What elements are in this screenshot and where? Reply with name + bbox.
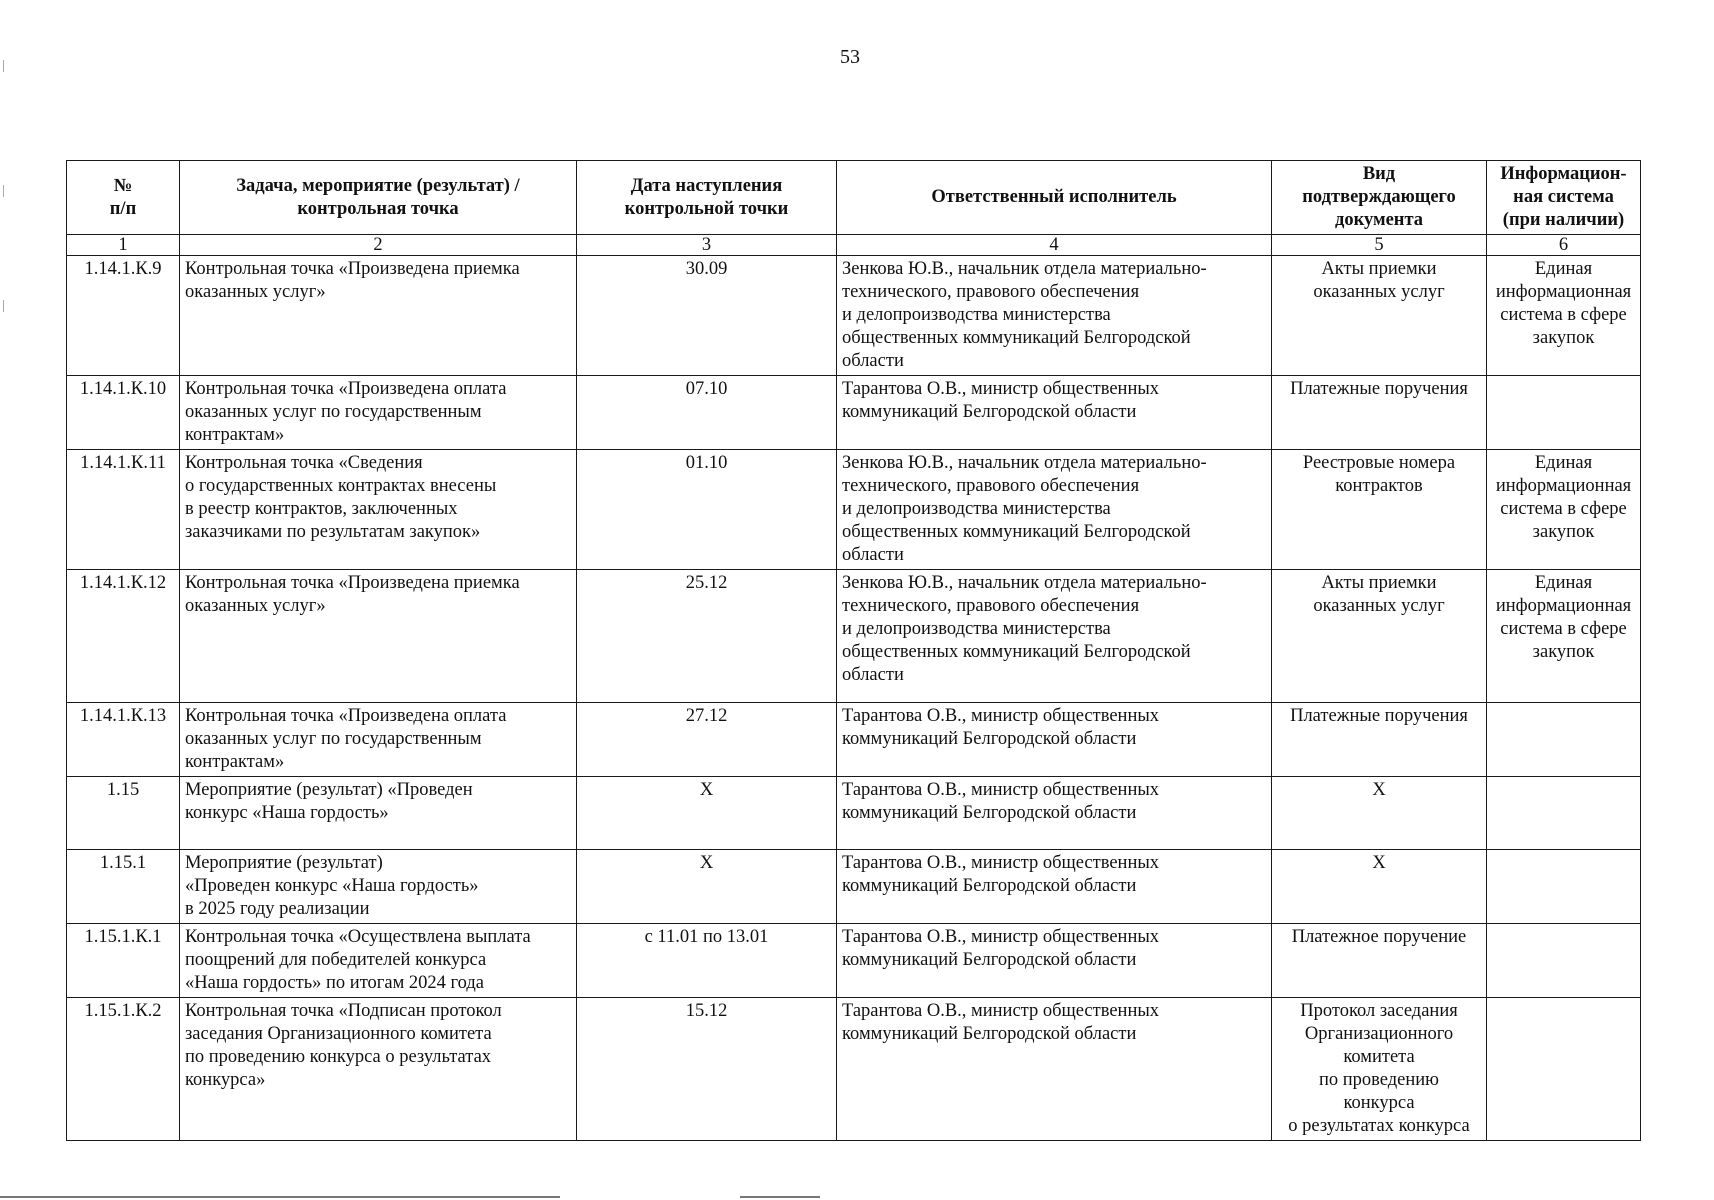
- header-responsible: Ответственный исполнитель: [837, 161, 1272, 235]
- row-responsible: Тарантова О.В., министр общественных коммуникаций Белгородской области: [837, 703, 1272, 777]
- row-document: Платежные поручения: [1272, 376, 1487, 450]
- row-system: [1487, 998, 1641, 1141]
- column-number-6: 6: [1487, 235, 1641, 256]
- row-date: Х: [577, 850, 837, 924]
- row-number: 1.15.1.К.1: [67, 924, 180, 998]
- row-date: с 11.01 по 13.01: [577, 924, 837, 998]
- table-row: [67, 376, 1641, 450]
- column-number-2: 2: [180, 235, 577, 256]
- row-responsible: Зенкова Ю.В., начальник отдела материально- технического, правового обеспечения и делопроизводства министерства общественных коммуникаций Белгородской области: [837, 450, 1272, 570]
- table-row: [67, 450, 1641, 570]
- row-number: 1.15.1.К.2: [67, 998, 180, 1141]
- row-task: Контрольная точка «Произведена приемка оказанных услуг»: [180, 256, 577, 376]
- page-number: 53: [840, 46, 860, 68]
- row-system: [1487, 376, 1641, 450]
- row-number: 1.14.1.К.10: [67, 376, 180, 450]
- row-document: Х: [1272, 777, 1487, 850]
- row-system: Единая информационная система в сфере закупок: [1487, 570, 1641, 703]
- column-number-3: 3: [577, 235, 837, 256]
- row-document: Платежные поручения: [1272, 703, 1487, 777]
- header-document: Вид подтверждающего документа: [1272, 161, 1487, 235]
- row-document: Реестровые номера контрактов: [1272, 450, 1487, 570]
- header-date: Дата наступления контрольной точки: [577, 161, 837, 235]
- table-row: [67, 256, 1641, 376]
- scan-mark: [3, 185, 4, 197]
- row-date: 27.12: [577, 703, 837, 777]
- row-system: [1487, 850, 1641, 924]
- scan-edge-line: [0, 1196, 560, 1198]
- row-number: 1.15: [67, 777, 180, 850]
- column-number-1: 1: [67, 235, 180, 256]
- row-number: 1.14.1.К.12: [67, 570, 180, 703]
- table-row: [67, 998, 1641, 1141]
- row-date: 30.09: [577, 256, 837, 376]
- row-date: Х: [577, 777, 837, 850]
- row-responsible: Тарантова О.В., министр общественных коммуникаций Белгородской области: [837, 924, 1272, 998]
- row-number: 1.14.1.К.11: [67, 450, 180, 570]
- row-date: 25.12: [577, 570, 837, 703]
- row-task: Контрольная точка «Произведена оплата оказанных услуг по государственным контрактам»: [180, 376, 577, 450]
- row-system: Единая информационная система в сфере закупок: [1487, 256, 1641, 376]
- row-system: [1487, 703, 1641, 777]
- row-date: 07.10: [577, 376, 837, 450]
- row-responsible: Зенкова Ю.В., начальник отдела материально- технического, правового обеспечения и делопроизводства министерства общественных коммуникаций Белгородской области: [837, 570, 1272, 703]
- row-responsible: Тарантова О.В., министр общественных коммуникаций Белгородской области: [837, 777, 1272, 850]
- row-responsible: Тарантова О.В., министр общественных коммуникаций Белгородской области: [837, 376, 1272, 450]
- row-system: [1487, 924, 1641, 998]
- row-responsible: Зенкова Ю.В., начальник отдела материально- технического, правового обеспечения и делопроизводства министерства общественных коммуникаций Белгородской области: [837, 256, 1272, 376]
- row-document: Х: [1272, 850, 1487, 924]
- table-row: [67, 570, 1641, 703]
- row-document: Платежное поручение: [1272, 924, 1487, 998]
- row-system: Единая информационная система в сфере закупок: [1487, 450, 1641, 570]
- header-task: Задача, мероприятие (результат) / контрольная точка: [180, 161, 577, 235]
- scan-edge-line: [740, 1196, 820, 1198]
- row-document: Акты приемки оказанных услуг: [1272, 570, 1487, 703]
- row-task: Контрольная точка «Произведена оплата оказанных услуг по государственным контрактам»: [180, 703, 577, 777]
- table-row: [67, 924, 1641, 998]
- row-number: 1.14.1.К.13: [67, 703, 180, 777]
- row-task: Контрольная точка «Осуществлена выплата поощрений для победителей конкурса «Наша гордость» по итогам 2024 года: [180, 924, 577, 998]
- control-points-table: [66, 160, 1641, 1141]
- header-number: № п/п: [67, 161, 180, 235]
- row-responsible: Тарантова О.В., министр общественных коммуникаций Белгородской области: [837, 998, 1272, 1141]
- row-date: 01.10: [577, 450, 837, 570]
- row-task: Контрольная точка «Подписан протокол заседания Организационного комитета по проведению конкурса о результатах конкурса»: [180, 998, 577, 1141]
- row-number: 1.14.1.К.9: [67, 256, 180, 376]
- scan-mark: [3, 300, 4, 312]
- row-document: Акты приемки оказанных услуг: [1272, 256, 1487, 376]
- column-number-4: 4: [837, 235, 1272, 256]
- table-row: [67, 703, 1641, 777]
- row-responsible: Тарантова О.В., министр общественных коммуникаций Белгородской области: [837, 850, 1272, 924]
- row-document: Протокол заседания Организационного комитета по проведению конкурса о результатах конкурса: [1272, 998, 1487, 1141]
- row-number: 1.15.1: [67, 850, 180, 924]
- row-task: Контрольная точка «Сведения о государственных контрактах внесены в реестр контрактов, заключенных заказчиками по результатам закупок»: [180, 450, 577, 570]
- row-system: [1487, 777, 1641, 850]
- row-task: Мероприятие (результат) «Проведен конкурс «Наша гордость»: [180, 777, 577, 850]
- scan-mark: [3, 60, 4, 72]
- table-row: [67, 777, 1641, 850]
- row-date: 15.12: [577, 998, 837, 1141]
- row-task: Контрольная точка «Произведена приемка оказанных услуг»: [180, 570, 577, 703]
- header-system: Информацион- ная система (при наличии): [1487, 161, 1641, 235]
- column-number-5: 5: [1272, 235, 1487, 256]
- table-row: [67, 850, 1641, 924]
- row-task: Мероприятие (результат) «Проведен конкурс «Наша гордость» в 2025 году реализации: [180, 850, 577, 924]
